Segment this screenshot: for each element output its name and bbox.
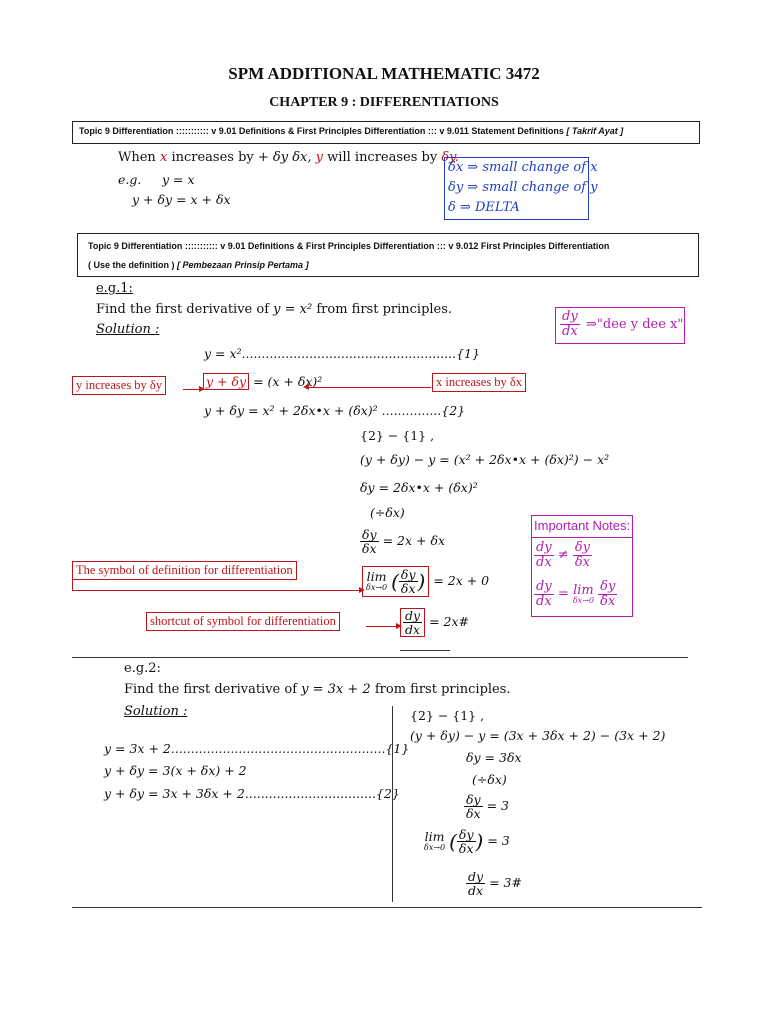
eg1-line5: (y + δy) − y = (x² + 2δx•x + (δx)²) − x² xyxy=(360,452,610,467)
statement-x: x xyxy=(159,150,168,165)
chapter-title: CHAPTER 9 : DIFFERENTIATIONS xyxy=(269,95,499,110)
eg1-question-b: from first principles. xyxy=(316,302,453,317)
statement-eq2: y + δy = x + δx xyxy=(132,192,231,207)
eg1-line3: y + δy = x² + 2δx•x + (δx)² ...............{2} xyxy=(204,403,466,418)
legend-delta-x: δx ⇒ small change of x xyxy=(448,160,598,175)
note-2: $\frac{dy}{dx}$ = lim δx→0 $\frac{\delta y}{\delta x}$ xyxy=(536,579,616,609)
eg2-question-a: Find the first derivative of xyxy=(124,682,298,697)
statement-eg: e.g. xyxy=(118,172,142,187)
eg2-r7: $\frac{dy}{dx}$ = 3# xyxy=(468,869,522,899)
note-eq: = xyxy=(557,586,569,602)
section-divider xyxy=(72,657,688,658)
eg2-question xyxy=(124,682,511,697)
eg2-vertical-divider xyxy=(392,706,393,902)
eg1-lim-sub: δx→0 xyxy=(366,582,388,592)
topic-1-box xyxy=(72,121,700,144)
eg2-line1: y = 3x + 2......................................................{1} xyxy=(104,741,410,756)
eg1-final xyxy=(400,608,469,637)
symbol-definition-arrow xyxy=(72,590,359,591)
dee-note-dx: dx xyxy=(562,323,578,339)
statement-when: When xyxy=(118,150,156,165)
eg1-line7: (÷δx) xyxy=(370,505,405,520)
eg1-lim-rhs: = 2x + 0 xyxy=(433,573,490,589)
statement-eq1: y = x xyxy=(162,172,195,187)
page-title: SPM ADDITIONAL MATHEMATIC 3472 xyxy=(228,64,540,83)
eg2-r3: δy = 3δx xyxy=(466,750,522,765)
eg2-r5-rhs: = 3 xyxy=(486,798,509,814)
statement-will-increase: will increases by xyxy=(327,150,438,165)
symbol-definition-label: The symbol of definition for differentiation xyxy=(72,561,297,580)
topic-2-line2-italic: [ Pembezaan Prinsip Pertama ] xyxy=(177,260,309,270)
bottom-divider xyxy=(72,907,702,908)
eg1-final-dy: dy xyxy=(405,608,421,623)
statement-plus-delta-y: + δy xyxy=(257,150,289,165)
eg2-r4: (÷δx) xyxy=(472,772,507,787)
topic-2-heading: Topic 9 Differentiation ::::::::::: v 9.01 Definitions & First Principles Differentiation ::: v 9.012 First Principles Differentiation xyxy=(88,241,610,251)
eg2-question-b: from first principles. xyxy=(374,682,511,697)
eg1-final-dx: dx xyxy=(405,622,421,638)
eg1-line2-rhs: = (x + δx)² xyxy=(253,374,323,389)
topic-2-line2: ( Use the definition ) xyxy=(88,260,175,270)
dee-note-dy: dy xyxy=(562,309,578,324)
eg1-lim: lim xyxy=(366,569,387,585)
eg2-r6: lim δx→0 ( $\frac{\delta y}{\delta x}$ ) = 3 xyxy=(424,827,510,857)
delta-legend-box xyxy=(444,157,598,220)
eg2-r2: (y + δy) − y = (3x + 3δx + 2) − (3x + 2) xyxy=(410,728,666,743)
note-neq: ≠ xyxy=(557,547,569,563)
x-increases-label: x increases by δx xyxy=(432,373,526,392)
eg1-line2-lhs: y + δy xyxy=(203,373,249,390)
statement-y: y xyxy=(315,150,324,165)
eg2-r6-rhs: = 3 xyxy=(487,833,510,849)
eg1-line4: {2} − {1} , xyxy=(360,428,435,443)
eg2-solution: Solution : xyxy=(124,704,188,719)
note-1: $\frac{dy}{dx}$ ≠ $\frac{\delta y}{\delta x}$ xyxy=(536,540,591,570)
statement-delta-y: δy. xyxy=(441,150,459,165)
eg2-r5: $\frac{\delta y}{\delta x}$ = 3 xyxy=(466,792,509,822)
eg1-question-eq: y = x² xyxy=(273,302,313,317)
eg1-question-a: Find the first derivative of xyxy=(96,302,270,317)
topic-1-heading: Topic 9 Differentiation ::::::::::: v 9.01 Definitions & First Principles Differentiation ::: v 9.011 Statement Definitions xyxy=(79,126,564,136)
statement-line xyxy=(118,150,459,165)
eg2-line2: y + δy = 3(x + δx) + 2 xyxy=(104,763,247,778)
eg1-line8-den: δx xyxy=(362,541,377,557)
eg1-question xyxy=(96,302,452,317)
eg1-lim-num: δy xyxy=(400,567,416,582)
x-increases-arrow xyxy=(309,387,431,388)
eg2-line3: y + δy = 3x + 3δx + 2.................................{2} xyxy=(104,786,400,801)
y-increases-arrow xyxy=(183,389,199,390)
shortcut-arrow xyxy=(366,626,396,627)
eg1-final-rhs: = 2x# xyxy=(429,614,469,630)
eg1-line8 xyxy=(360,528,445,555)
eg2-r1: {2} − {1} , xyxy=(410,708,485,723)
eg1-line6: δy = 2δx•x + (δx)² xyxy=(360,480,478,495)
y-increases-label: y increases by δy xyxy=(72,376,166,395)
eg1-line1: y = x²......................................................{1} xyxy=(204,346,480,361)
topic-1-heading-italic: [ Takrif Ayat ] xyxy=(566,126,624,136)
legend-delta: δ ⇒ DELTA xyxy=(448,200,520,215)
eg1-limit: lim δx→0 ( $\frac{\delta y}{\delta x}$ ) = 2x + 0 xyxy=(362,566,489,597)
eg2-r7-rhs: = 3# xyxy=(489,875,522,891)
shortcut-label: shortcut of symbol for differentiation xyxy=(146,612,340,631)
dee-note-text: ⇒"dee y dee x" xyxy=(586,317,684,332)
eg1-label: e.g.1: xyxy=(96,281,133,296)
important-notes-title: Important Notes: xyxy=(534,518,631,533)
eg2-question-eq: y = 3x + 2 xyxy=(301,682,371,697)
eg2-label: e.g.2: xyxy=(124,661,161,676)
dee-note-box xyxy=(555,307,685,344)
eg1-solution: Solution : xyxy=(96,322,160,337)
legend-delta-y: δy ⇒ small change of y xyxy=(448,180,598,195)
statement-increases-by: increases by xyxy=(171,150,254,165)
eg1-line8-rhs: = 2x + δx xyxy=(382,533,446,549)
statement-delta-x: δx, xyxy=(292,150,312,165)
topic-2-box xyxy=(77,233,699,277)
eg1-line8-num: δy xyxy=(362,527,377,542)
eg1-lim-den: δx xyxy=(400,581,416,597)
important-notes-box xyxy=(531,515,633,617)
